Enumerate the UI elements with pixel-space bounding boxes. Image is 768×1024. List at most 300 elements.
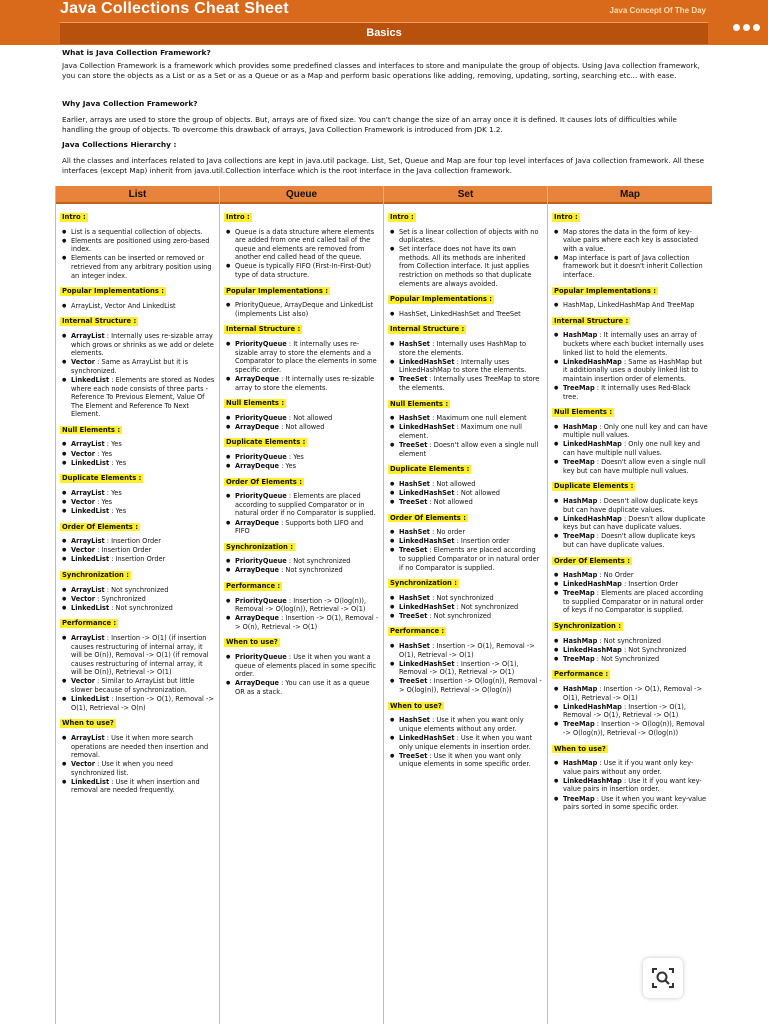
list-item bbox=[388, 480, 543, 489]
bullet-list bbox=[60, 634, 215, 712]
section-title: Basics bbox=[366, 27, 402, 39]
section-heading: Null Elements : bbox=[62, 425, 121, 434]
section-heading: Intro : bbox=[226, 213, 250, 221]
column-header: Map bbox=[548, 186, 712, 204]
item-text: : Yes bbox=[109, 507, 127, 516]
item-key: LinkedHashMap bbox=[563, 440, 622, 449]
section-heading: Intro : bbox=[390, 213, 414, 221]
item-key: PriorityQueue bbox=[235, 557, 287, 566]
item-text: : It internally uses an array of buckets where each bucket internally uses linked list to hold the elements. bbox=[563, 331, 704, 357]
item-text: ArrayList, Vector And LinkedList bbox=[71, 301, 176, 310]
item-text: : Maximum one null element bbox=[429, 414, 527, 423]
item-text: : Use it if you want only key-value pairs without any order. bbox=[563, 759, 694, 776]
item-key: HashSet bbox=[399, 593, 430, 602]
bullet-list bbox=[388, 594, 543, 621]
header-banner bbox=[0, 0, 768, 45]
item-key: PriorityQueue bbox=[235, 596, 287, 605]
section-heading: Duplicate Elements : bbox=[62, 474, 142, 483]
item-text: : Elements are placed according to supplied Comparator or in natural order if no Comparator is supplied. bbox=[399, 546, 540, 572]
item-text: : Internally uses HashMap to store the elements. bbox=[399, 340, 527, 357]
list-item bbox=[552, 532, 708, 549]
item-text: : Not allowed bbox=[427, 497, 473, 506]
column-list bbox=[55, 186, 219, 1024]
section-heading: Synchronization : bbox=[226, 542, 293, 551]
section-heading: Synchronization : bbox=[554, 622, 621, 631]
bullet-list bbox=[388, 716, 543, 769]
list-item bbox=[552, 384, 708, 401]
item-key: PriorityQueue bbox=[235, 340, 287, 349]
item-text: : Not synchronized bbox=[109, 603, 173, 612]
item-text: HashSet, LinkedHashSet and TreeSet bbox=[399, 309, 521, 318]
list-item bbox=[60, 546, 215, 555]
item-text: : Doesn't allow even a single null key but can have multiple null values. bbox=[563, 458, 706, 475]
column-header: List bbox=[56, 186, 219, 204]
item-key: ArrayList bbox=[71, 488, 105, 497]
list-item bbox=[388, 340, 543, 357]
item-text: : Insertion -> O(1), Removal -> O(1), Retrieval -> O(1) bbox=[563, 702, 686, 720]
list-item bbox=[388, 660, 543, 677]
section-heading: Duplicate Elements : bbox=[554, 482, 634, 491]
section-heading: Intro : bbox=[62, 213, 86, 221]
list-item bbox=[388, 677, 543, 694]
list-item bbox=[60, 695, 215, 712]
list-item bbox=[60, 537, 215, 546]
item-text: List is a sequential collection of objects. bbox=[71, 227, 203, 236]
item-text: : Insertion -> O(1), Removal -> O(1), Retrieval -> O(n) bbox=[71, 695, 214, 712]
item-text: : Elements are placed according to supplied Comparator or in natural order if no Comparator is supplied. bbox=[235, 492, 376, 518]
item-key: TreeSet bbox=[399, 375, 428, 384]
item-text: : Not synchronized bbox=[427, 611, 492, 620]
item-text: : Not synchronized bbox=[286, 557, 351, 566]
item-key: Vector bbox=[71, 358, 96, 367]
section-heading: Order Of Elements : bbox=[390, 513, 466, 522]
list-item bbox=[60, 358, 215, 375]
bullet-list bbox=[552, 759, 708, 812]
bullet-list bbox=[224, 414, 379, 432]
list-item bbox=[552, 228, 708, 254]
item-key: HashSet bbox=[399, 528, 430, 537]
item-text: : Elements are placed according to supplied Comparator or in natural order of keys if no Comparator is supplied. bbox=[563, 589, 704, 615]
list-item bbox=[388, 716, 543, 733]
section-heading: Intro : bbox=[554, 213, 578, 221]
list-item bbox=[224, 301, 379, 318]
bullet-list bbox=[552, 423, 708, 476]
list-item bbox=[388, 310, 543, 319]
item-text: : Doesn't allow duplicate keys but can have duplicate values. bbox=[563, 532, 696, 549]
item-text: : Supports both LIFO and FIFO bbox=[235, 518, 364, 536]
item-text: : Insertion -> O(1), Removal -> O(n), Retrieval -> O(1) bbox=[235, 614, 379, 631]
item-key: PriorityQueue bbox=[235, 653, 287, 662]
item-text: : Elements are stored as Nodes where each node consists of three parts - Reference To Previous Element, Value Of The Element and Reference To Next Element. bbox=[71, 375, 215, 419]
list-item bbox=[224, 340, 379, 374]
item-text: : Not Synchronized bbox=[594, 654, 660, 663]
item-key: ArrayList bbox=[71, 537, 105, 546]
column-queue bbox=[219, 186, 383, 1024]
bullet-list bbox=[388, 528, 543, 572]
section-heading: Performance : bbox=[62, 619, 117, 628]
item-text: : Yes bbox=[286, 452, 304, 461]
section-heading: Order Of Elements : bbox=[226, 477, 302, 486]
list-item bbox=[60, 778, 215, 795]
list-item bbox=[224, 414, 379, 423]
item-text: : Same as ArrayList but it is synchronized. bbox=[71, 358, 189, 375]
item-text: : Use it when insertion and removal are needed frequently. bbox=[71, 777, 200, 795]
bullet-list bbox=[224, 453, 379, 471]
item-key: LinkedHashSet bbox=[399, 537, 455, 546]
bullet-list bbox=[60, 734, 215, 795]
bullet-list bbox=[224, 340, 379, 392]
item-text: : No Order bbox=[597, 571, 634, 580]
site-tagline: Java Concept Of The Day bbox=[609, 6, 706, 15]
list-item bbox=[60, 760, 215, 777]
section-heading: When to use? bbox=[554, 744, 606, 753]
list-item bbox=[388, 228, 543, 245]
bullet-list bbox=[60, 228, 215, 281]
item-key: TreeMap bbox=[563, 589, 595, 598]
item-key: LinkedHashMap bbox=[563, 514, 622, 523]
item-key: HashMap bbox=[563, 759, 598, 768]
item-key: TreeSet bbox=[399, 611, 428, 620]
item-key: HashMap bbox=[563, 636, 598, 645]
item-text: : Use it if you want key-value pairs in insertion order. bbox=[563, 776, 702, 794]
item-text: : Similar to ArrayList but little slower because of synchronization. bbox=[71, 677, 195, 695]
list-item bbox=[552, 358, 708, 384]
item-key: TreeMap bbox=[563, 458, 595, 467]
item-text: : Not allowed bbox=[454, 488, 500, 497]
item-text: PriorityQueue, ArrayDeque and LinkedList (implements List also) bbox=[235, 301, 374, 318]
section-heading: Null Elements : bbox=[226, 399, 285, 408]
item-text: : Internally uses re-sizable array which grows or shrinks as we add or delete elements. bbox=[71, 331, 214, 358]
item-key: ArrayDeque bbox=[235, 518, 279, 527]
list-item bbox=[60, 450, 215, 459]
bullet-list bbox=[224, 597, 379, 632]
item-text: : Insertion -> O(log(n)), Removal -> O(log(n)), Retrieval -> O(log(n)) bbox=[563, 720, 705, 737]
list-item bbox=[388, 441, 543, 458]
list-item bbox=[552, 795, 708, 812]
intro-para-what: Java Collection Framework is a framework which provides some predefined classes and interfaces to store and manipulate the group of objects. Using Java collection framework, you can store the objects as a List or as a Set or as a Queue or as a Map and perform basic operations like adding, removing, updating, sorting, searching etc... with ease. bbox=[62, 61, 700, 80]
item-text: Map stores the data in the form of key-value pairs where each key is associated with a value. bbox=[563, 227, 699, 253]
column-map bbox=[547, 186, 712, 1024]
item-key: LinkedList bbox=[71, 507, 110, 516]
list-item bbox=[60, 734, 215, 760]
item-key: LinkedHashSet bbox=[399, 733, 455, 742]
list-item bbox=[60, 555, 215, 564]
item-text: : Doesn't allow duplicate keys but can have duplicate values. bbox=[563, 496, 698, 514]
item-text: : Insertion -> O(1), Removal -> O(1), Retrieval -> O(1) bbox=[399, 642, 535, 659]
item-key: LinkedList bbox=[71, 375, 110, 384]
item-key: LinkedHashSet bbox=[399, 602, 455, 611]
bullet-list bbox=[60, 489, 215, 516]
item-text: : Not allowed bbox=[278, 422, 325, 431]
section-heading: When to use? bbox=[62, 719, 114, 728]
list-item bbox=[388, 245, 543, 288]
list-item bbox=[60, 586, 215, 595]
item-text: : Use it when you want only unique elements in insertion order. bbox=[399, 733, 533, 751]
bullet-list bbox=[224, 228, 379, 280]
list-item bbox=[224, 262, 379, 279]
item-key: Vector bbox=[71, 449, 96, 458]
item-key: ArrayList bbox=[71, 633, 105, 642]
list-item bbox=[60, 254, 215, 280]
list-item bbox=[388, 734, 543, 751]
item-text: : Internally uses LinkedHashMap to store the elements. bbox=[399, 357, 527, 375]
list-item bbox=[60, 498, 215, 507]
item-text: : Not synchronized bbox=[454, 602, 519, 611]
item-key: TreeMap bbox=[563, 720, 595, 729]
list-item bbox=[388, 423, 543, 440]
section-heading: Duplicate Elements : bbox=[226, 438, 306, 447]
item-key: Vector bbox=[71, 497, 96, 506]
item-key: TreeSet bbox=[399, 677, 428, 686]
item-text: : Internally uses TreeMap to store the elements. bbox=[399, 375, 540, 392]
item-text: : Same as HashMap but it additionally uses a doubly linked list to maintain insertion order of elements. bbox=[563, 357, 703, 383]
item-text: : Insertion -> O(1), Removal -> O(1), Retrieval -> O(1) bbox=[399, 659, 519, 677]
section-heading: Internal Structure : bbox=[62, 317, 137, 326]
item-text: Set interface does not have its own methods. All its methods are inherited from Collection interface. It just applies restriction on methods so that duplicate elements are always avoided. bbox=[399, 245, 532, 288]
section-heading: Null Elements : bbox=[390, 399, 449, 408]
item-text: Queue is a data structure where elements are added from one end called tail of the queue and elements are removed from another end called head of the queue. bbox=[235, 227, 375, 262]
list-item bbox=[224, 597, 379, 614]
bullet-list bbox=[60, 440, 215, 467]
item-key: LinkedHashMap bbox=[563, 776, 622, 785]
item-text: : Yes bbox=[95, 449, 113, 458]
list-item bbox=[552, 497, 708, 514]
list-item bbox=[552, 423, 708, 440]
section-bar bbox=[60, 22, 708, 44]
list-item bbox=[224, 228, 379, 262]
item-key: LinkedList bbox=[71, 695, 110, 704]
section-heading: Popular Implementations : bbox=[390, 295, 492, 304]
list-item bbox=[552, 458, 708, 475]
lens-search-icon bbox=[651, 966, 675, 990]
column-header: Set bbox=[384, 186, 547, 204]
item-text: : Use it when more search operations are needed then insertion and removal. bbox=[71, 733, 209, 760]
item-text: HashMap, LinkedHashMap And TreeMap bbox=[563, 301, 695, 310]
section-heading: Performance : bbox=[226, 582, 281, 590]
item-key: ArrayDeque bbox=[235, 566, 279, 575]
list-item bbox=[552, 331, 708, 357]
item-text: : It internally uses re-sizable array to store the elements. bbox=[235, 374, 375, 392]
list-item bbox=[60, 237, 215, 254]
bullet-list bbox=[388, 228, 543, 289]
list-item bbox=[224, 566, 379, 575]
item-text: : Not allowed bbox=[429, 479, 476, 488]
item-text: : Yes bbox=[278, 462, 297, 471]
section-heading: Null Elements : bbox=[554, 408, 613, 417]
section-heading: Internal Structure : bbox=[554, 316, 629, 325]
list-item bbox=[388, 752, 543, 769]
intro-heading-what: What is Java Collection Framework? bbox=[62, 48, 211, 57]
list-item bbox=[388, 537, 543, 546]
list-item bbox=[224, 492, 379, 518]
list-item bbox=[224, 679, 379, 696]
item-key: TreeMap bbox=[563, 654, 595, 663]
zoom-button[interactable] bbox=[643, 958, 683, 998]
item-key: TreeSet bbox=[399, 751, 428, 760]
list-item bbox=[388, 489, 543, 498]
item-text: : Doesn't allow duplicate keys but can have duplicate values. bbox=[563, 514, 706, 532]
list-item bbox=[60, 634, 215, 677]
item-key: HashMap bbox=[563, 422, 598, 431]
item-text: : Insertion -> O(log(n)), Removal -> O(log(n)), Retrieval -> O(log(n)) bbox=[399, 677, 542, 695]
item-key: HashSet bbox=[399, 340, 430, 349]
list-item bbox=[552, 580, 708, 589]
section-heading: Order Of Elements : bbox=[554, 556, 630, 565]
bullet-list bbox=[224, 492, 379, 535]
item-key: PriorityQueue bbox=[235, 492, 287, 501]
list-item bbox=[60, 677, 215, 694]
item-key: ArrayDeque bbox=[235, 679, 279, 688]
list-item bbox=[388, 546, 543, 572]
collections-comparison-table bbox=[55, 186, 712, 1024]
intro-para-why: Earlier, arrays are used to store the group of objects. But, arrays are of fixed size. You can't change the size of an array once it is defined. It causes lots of difficulties while handling the group of objects. To overcome this drawback of arrays, Java Collection Framework is introduced from JDK 1.2. bbox=[62, 115, 677, 134]
item-key: LinkedHashSet bbox=[399, 357, 455, 366]
bullet-list bbox=[224, 557, 379, 575]
section-heading: Internal Structure : bbox=[390, 325, 465, 334]
list-item bbox=[60, 376, 215, 419]
column-body bbox=[384, 204, 547, 769]
item-key: HashMap bbox=[563, 496, 598, 505]
item-key: PriorityQueue bbox=[235, 413, 287, 422]
list-item bbox=[224, 653, 379, 679]
list-item bbox=[60, 228, 215, 237]
section-heading: When to use? bbox=[226, 638, 278, 647]
section-heading: Popular Implementations : bbox=[226, 286, 328, 295]
item-key: TreeSet bbox=[399, 546, 428, 555]
item-key: ArrayDeque bbox=[235, 462, 279, 471]
list-item bbox=[552, 637, 708, 646]
list-item bbox=[224, 423, 379, 432]
item-text: : Insertion Order bbox=[621, 580, 679, 589]
item-key: LinkedList bbox=[71, 555, 110, 564]
bullet-list bbox=[388, 340, 543, 393]
item-text: : Use it when you need synchronized list. bbox=[71, 760, 173, 777]
item-key: ArrayList bbox=[71, 440, 105, 449]
list-item bbox=[60, 604, 215, 613]
list-item bbox=[224, 519, 379, 536]
item-text: : It internally uses re-sizable array to store the elements and a Comparator to place the elements in some specific order. bbox=[235, 340, 377, 374]
list-item bbox=[552, 720, 708, 737]
item-text: : Insertion -> O(log(n)), Removal -> O(log(n)), Retrieval -> O(1) bbox=[235, 596, 367, 614]
item-key: TreeMap bbox=[563, 794, 595, 803]
section-heading: Internal Structure : bbox=[226, 325, 301, 334]
item-key: LinkedHashMap bbox=[563, 357, 622, 366]
item-text: : Insertion Order bbox=[109, 555, 166, 564]
item-text: : Synchronized bbox=[95, 594, 146, 603]
item-text: : Doesn't allow even a single null element bbox=[399, 440, 539, 458]
item-text: : Yes bbox=[95, 497, 113, 506]
list-item bbox=[388, 375, 543, 392]
item-key: TreeMap bbox=[563, 532, 595, 541]
item-text: : Use it when you want key-value pairs sorted in some specific order. bbox=[563, 794, 707, 812]
list-item bbox=[552, 254, 708, 280]
list-item bbox=[224, 375, 379, 392]
item-key: ArrayList bbox=[71, 733, 105, 742]
item-key: LinkedList bbox=[71, 777, 110, 786]
list-item bbox=[552, 515, 708, 532]
list-item bbox=[60, 507, 215, 516]
intro-heading-hierarchy: Java Collections Hierarchy : bbox=[62, 140, 177, 149]
section-heading: Popular Implementations : bbox=[554, 286, 656, 295]
item-text: Elements can be inserted or removed or retrieved from any arbitrary position using an integer index. bbox=[71, 254, 212, 280]
item-key: Vector bbox=[71, 677, 96, 686]
item-key: LinkedHashMap bbox=[563, 580, 622, 589]
item-text: : Only one null key and can have multiple null values. bbox=[563, 422, 708, 440]
column-body bbox=[56, 204, 219, 795]
section-heading: When to use? bbox=[390, 701, 442, 710]
section-heading: Synchronization : bbox=[390, 579, 457, 588]
item-text: : Only one null key and can have multiple null values. bbox=[563, 440, 701, 458]
item-key: LinkedList bbox=[71, 603, 110, 612]
bullet-list bbox=[60, 586, 215, 613]
list-item bbox=[224, 462, 379, 471]
item-text: : Not allowed bbox=[286, 413, 333, 422]
list-item bbox=[60, 459, 215, 468]
list-item bbox=[60, 489, 215, 498]
bullet-list bbox=[60, 332, 215, 419]
list-item bbox=[552, 589, 708, 615]
item-text: : Insertion Order bbox=[95, 546, 152, 555]
list-item bbox=[60, 440, 215, 449]
list-item bbox=[552, 655, 708, 664]
item-text: : Use it when you want only unique elements in some specific order. bbox=[399, 751, 531, 769]
item-key: HashSet bbox=[399, 479, 430, 488]
item-key: TreeMap bbox=[563, 384, 595, 392]
list-item bbox=[224, 614, 379, 631]
item-text: Set is a linear collection of objects with no duplicates. bbox=[399, 227, 539, 245]
item-text: : Not synchronized bbox=[278, 566, 343, 575]
section-heading: Order Of Elements : bbox=[62, 522, 138, 531]
bullet-list bbox=[552, 637, 708, 664]
bullet-list bbox=[60, 302, 215, 311]
item-text: : Not synchronized bbox=[104, 585, 169, 594]
item-key: LinkedHashMap bbox=[563, 645, 622, 654]
item-text: : Yes bbox=[104, 440, 122, 449]
bullet-list bbox=[60, 537, 215, 564]
item-text: : It internally uses Red-Black tree. bbox=[563, 384, 691, 401]
list-item bbox=[552, 301, 708, 310]
item-key: ArrayDeque bbox=[235, 374, 279, 383]
item-key: HashSet bbox=[399, 716, 430, 725]
item-text: Elements are positioned using zero-based index. bbox=[71, 236, 210, 254]
list-item bbox=[552, 685, 708, 702]
bullet-list bbox=[224, 301, 379, 318]
item-key: HashSet bbox=[399, 642, 430, 651]
item-key: LinkedList bbox=[71, 458, 110, 467]
more-dots-icon[interactable] bbox=[730, 16, 760, 35]
column-body bbox=[220, 204, 383, 697]
list-item bbox=[60, 302, 215, 311]
bullet-list bbox=[388, 414, 543, 458]
item-key: LinkedHashSet bbox=[399, 423, 455, 432]
list-item bbox=[552, 646, 708, 655]
bullet-list bbox=[552, 571, 708, 615]
section-heading: Popular Implementations : bbox=[62, 287, 164, 296]
item-text: : Insertion Order bbox=[104, 537, 161, 546]
item-text: : Insertion order bbox=[454, 537, 510, 546]
bullet-list bbox=[552, 228, 708, 280]
item-text: : Maximum one null element. bbox=[399, 423, 522, 440]
item-key: TreeSet bbox=[399, 440, 428, 449]
item-key: Vector bbox=[71, 760, 96, 769]
item-text: Map interface is part of Java collection framework but it doesn't inherit Collection interface. bbox=[563, 253, 703, 280]
list-item bbox=[388, 642, 543, 659]
item-text: : Not synchronized bbox=[597, 636, 662, 645]
item-key: HashSet bbox=[399, 414, 430, 423]
bullet-list bbox=[388, 642, 543, 695]
item-text: : You can use it as a queue OR as a stack. bbox=[235, 679, 370, 696]
list-item bbox=[552, 777, 708, 794]
